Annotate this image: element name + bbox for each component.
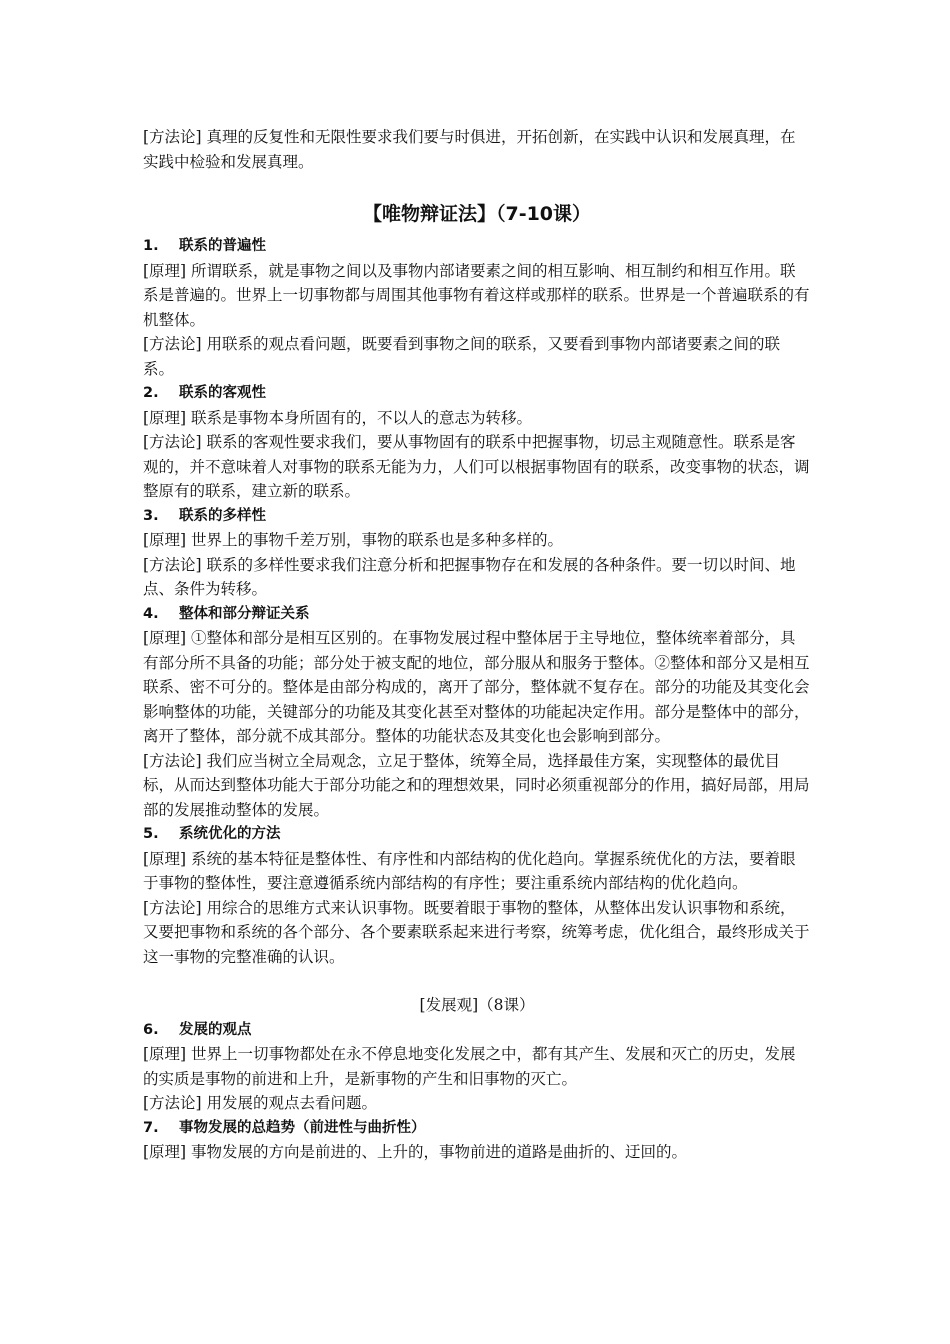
methodology-paragraph: [方法论] 用综合的思维方式来认识事物。既要着眼于事物的整体，从整体出发认识事物和系统，又要把事物和系统的各个部分、各个要素联系起来进行考察，统筹考虑，优化组合，最终形成关于这一事物的完整准确的认识。 [143, 898, 810, 966]
methodology-paragraph: [方法论] 我们应当树立全局观念，立足于整体，统筹全局，选择最佳方案，实现整体的最优目标，从而达到整体功能大于部分功能之和的理想效果，同时必须重视部分的作用，搞好局部，用局部的发展推动整体的发展。 [143, 751, 810, 819]
section-6 [143, 1018, 811, 1116]
section-heading [143, 602, 811, 627]
methodology-paragraph: [方法论] 联系的客观性要求我们，要从事物固有的联系中把握事物，切忌主观随意性。联系是客观的，并不意味着人对事物的联系无能为力，人们可以根据事物固有的联系，改变事物的状态，调整原有的联系，建立新的联系。 [143, 433, 810, 500]
section-title: 联系的客观性 [179, 385, 266, 401]
intro-paragraph: [方法论] 真理的反复性和无限性要求我们要与时俱进，开拓创新，在实践中认识和发展真理，在实践中检验和发展真理。 [143, 128, 796, 171]
section-7 [143, 1116, 811, 1165]
section-number: 2. [143, 385, 159, 401]
section-title: 系统优化的方法 [179, 826, 281, 842]
methodology-paragraph: [方法论] 联系的多样性要求我们注意分析和把握事物存在和发展的各种条件。要一切以时间、地点、条件为转移。 [143, 555, 796, 598]
section-heading [143, 504, 811, 529]
section-heading [143, 234, 811, 259]
methodology-paragraph: [方法论] 用联系的观点看问题，既要看到事物之间的联系，又要看到事物内部诸要素之间的联系。 [143, 335, 781, 378]
section-heading [143, 1018, 811, 1043]
principle-paragraph: [原理] 所谓联系，就是事物之间以及事物内部诸要素之间的相互影响、相互制约和相互作用。联系是普遍的。世界上一切事物都与周围其他事物有着这样或那样的联系。世界是一个普遍联系的有机整体。 [143, 261, 810, 329]
document-page [143, 125, 811, 1165]
methodology-paragraph: [方法论] 用发展的观点去看问题。 [143, 1094, 378, 1112]
section-title: 联系的多样性 [179, 507, 266, 524]
principle-paragraph: [原理] 世界上的事物千差万别，事物的联系也是多种多样的。 [143, 531, 564, 549]
principle-paragraph: [原理] ①整体和部分是相互区别的。在事物发展过程中整体居于主导地位，整体统率着部分，具有部分所不具备的功能；部分处于被支配的地位，部分服从和服务于整体。②整体和部分又是相互联系、密不可分的。整体是由部分构成的，离开了部分，整体就不复存在。部分的功能及其变化会影响整体的功能，关键部分的功能及其变化甚至对整体的功能起决定作用。部分是整体中的部分，离开了整体，部分就不成其部分。整体的功能状态及其变化也会影响到部分。 [143, 629, 810, 745]
section-1 [143, 234, 811, 381]
principle-paragraph: [原理] 联系是事物本身所固有的，不以人的意志为转移。 [143, 408, 533, 427]
section-number: 4. [143, 605, 159, 622]
section-number: 3. [143, 507, 159, 524]
principle-paragraph: [原理] 事物发展的方向是前进的、上升的，事物前进的道路是曲折的、迂回的。 [143, 1143, 688, 1161]
section-heading [143, 1116, 811, 1141]
section-number: 5. [143, 826, 159, 842]
section-5 [143, 822, 811, 969]
sections-list-development [143, 1018, 811, 1165]
section-title: 发展的观点 [179, 1021, 252, 1038]
sections-list [143, 234, 811, 969]
section-heading [143, 381, 811, 406]
principle-paragraph: [原理] 系统的基本特征是整体性、有序性和内部结构的优化趋向。掌握系统优化的方法，要着眼于事物的整体性，要注意遵循系统内部结构的有序性；要注重系统内部结构的优化趋向。 [143, 849, 796, 892]
section-number: 6. [143, 1021, 159, 1038]
sub-title: [发展观]（8课） [419, 996, 535, 1014]
section-title: 事物发展的总趋势（前进性与曲折性） [179, 1119, 426, 1136]
section-3 [143, 504, 811, 602]
section-4 [143, 602, 811, 823]
section-title: 联系的普遍性 [179, 238, 266, 254]
section-heading [143, 822, 811, 847]
section-2 [143, 381, 811, 504]
principle-paragraph: [原理] 世界上一切事物都处在永不停息地变化发展之中，都有其产生、发展和灭亡的历史，发展的实质是事物的前进和上升，是新事物的产生和旧事物的灭亡。 [143, 1045, 796, 1088]
section-title: 整体和部分辩证关系 [179, 605, 310, 622]
section-number: 1. [143, 238, 159, 254]
section-number: 7. [143, 1119, 159, 1136]
main-title: 【唯物辩证法】（7-10课） [362, 203, 592, 225]
